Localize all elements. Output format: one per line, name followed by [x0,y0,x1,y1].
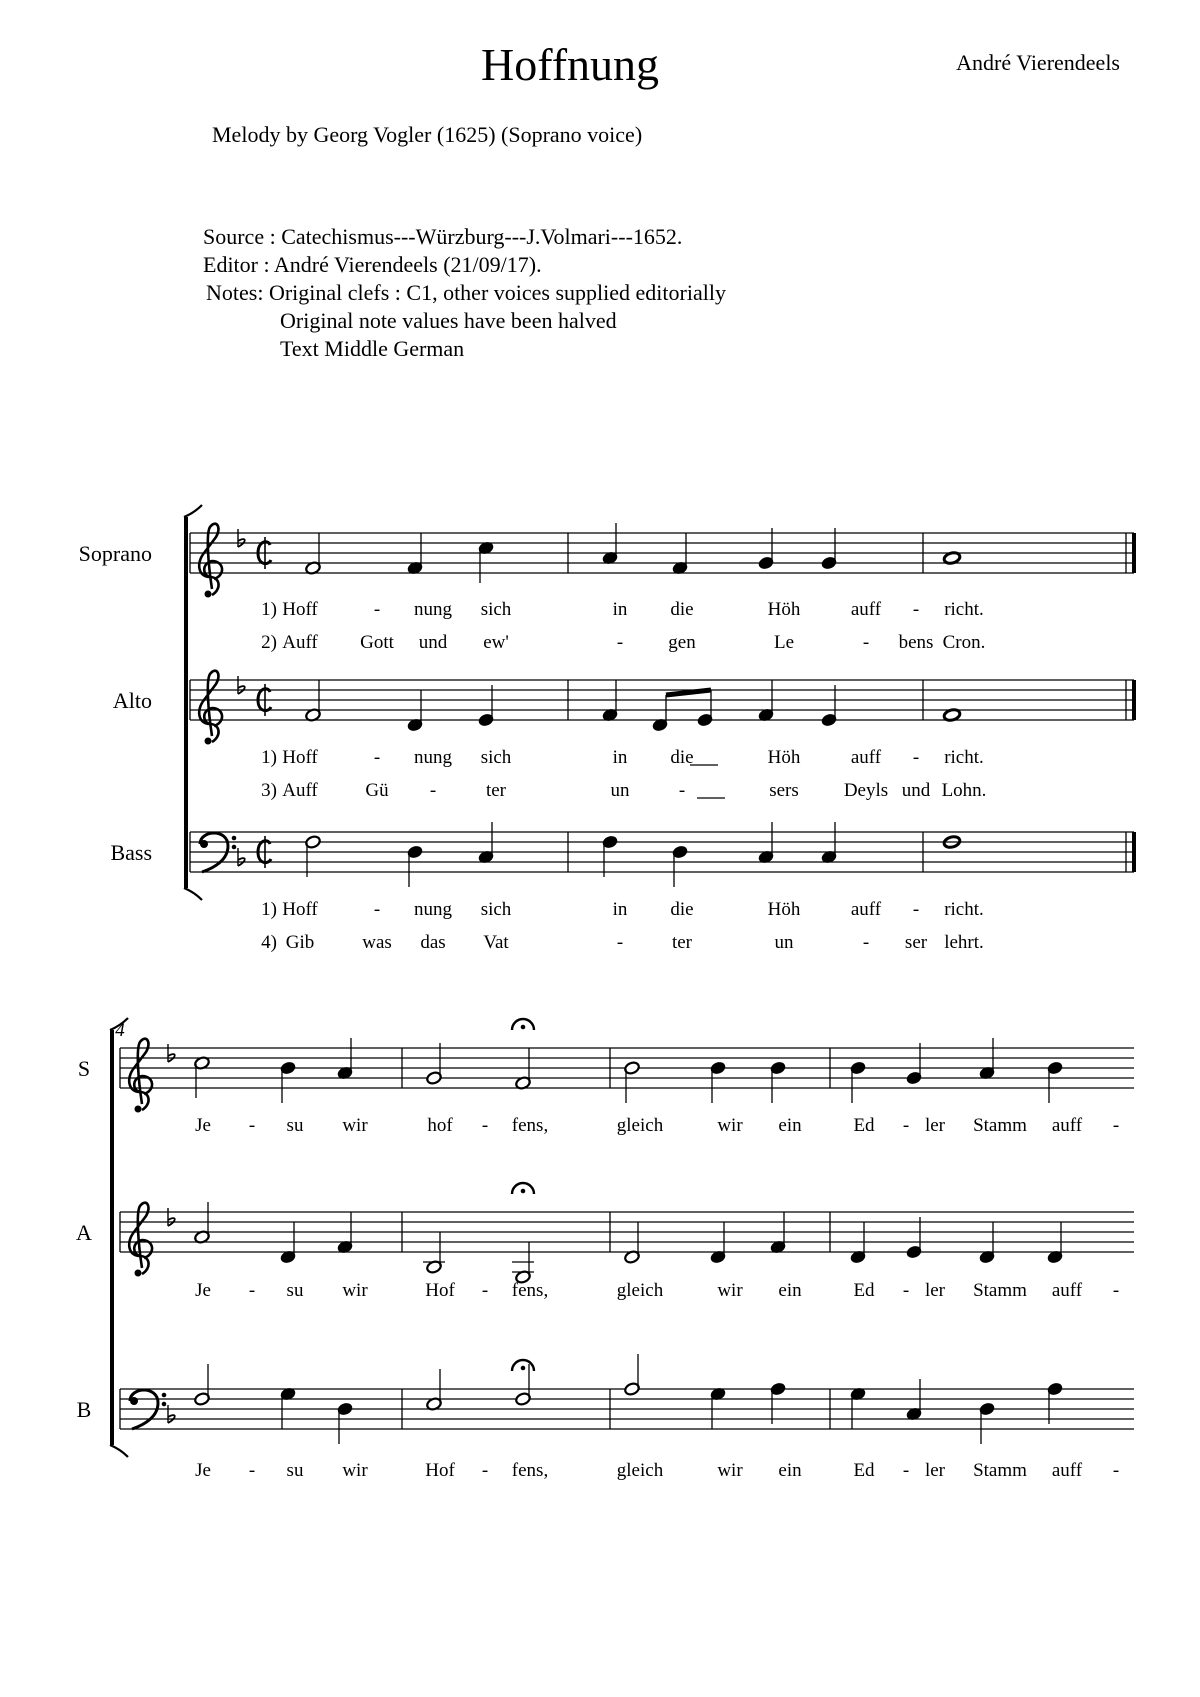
subtitle: Melody by Georg Vogler (1625) (Soprano voice) [212,122,643,147]
lyric-syllable: auff [1051,1460,1083,1481]
lyric-syllable: lehrt. [944,932,984,953]
lyric-syllable: ew' [483,632,509,653]
note [710,1222,727,1264]
lyric-hyphen: - [1112,1115,1120,1136]
lyric-syllable: fens, [511,1460,549,1481]
note [305,533,322,575]
composer: André Vierendeels [956,50,1120,75]
note [758,822,775,864]
notes-line-2: Original note values have been halved [280,308,617,333]
editor-line: Editor : André Vierendeels (21/09/17). [203,252,542,277]
lyric-hyphen: - [912,899,920,920]
note [979,1402,996,1444]
lyric-hyphen: - [912,747,920,768]
note [850,1061,867,1103]
note [337,1038,354,1080]
staff-name: A [76,1220,92,1245]
lyric-syllable: in [612,747,628,768]
lyric-syllable: was [362,932,392,953]
note [280,1061,297,1103]
lyric-hyphen: - [429,780,437,801]
note [979,1222,996,1264]
lyric-syllable: hof [427,1115,453,1136]
source-line: Source : Catechismus---Würzburg---J.Volmari---1652. [203,224,683,249]
note [426,1369,443,1411]
lyric-syllable: in [612,599,628,620]
lyric-syllable: und [418,632,448,653]
note [305,680,322,722]
lyric-syllable: ler [924,1280,946,1301]
treble-clef [129,1203,152,1277]
lyric-hyphen: - [373,747,381,768]
notes-line-3: Text Middle German [280,336,465,361]
lyric-syllable: Je [195,1280,211,1301]
note [426,1043,443,1085]
note [710,1387,727,1429]
note [602,835,619,877]
note [1047,1382,1064,1424]
lyric-syllable: auff [1051,1280,1083,1301]
note [602,523,619,565]
measure-number: 4 [115,1020,125,1041]
lyric-syllable: Ed [853,1115,875,1136]
lyric-syllable: Ed [853,1460,875,1481]
note [770,1382,787,1424]
lyric-syllable: gleich [616,1460,664,1481]
lyric-syllable: ser [904,932,928,953]
flat-sign [238,529,245,547]
note [426,1232,443,1274]
lyric-syllable: auff [850,747,882,768]
lyric-syllable: Hoff [282,899,318,920]
note [515,1242,532,1284]
note [758,680,775,722]
flat-sign [168,1405,175,1423]
verse-number: 1) [261,599,277,620]
lyric-syllable: in [612,899,628,920]
lyric-syllable: Stamm [973,1460,1027,1481]
note [407,690,424,732]
lyric-hyphen: - [481,1460,489,1481]
lyric-syllable: Vat [483,932,509,953]
lyric-hyphen: - [481,1280,489,1301]
flat-sign [168,1208,175,1226]
lyric-syllable: sich [480,599,512,620]
note [697,690,714,727]
lyric-syllable: wir [342,1460,368,1481]
lyric-hyphen: - [912,599,920,620]
lyric-syllable: ler [924,1460,946,1481]
note [770,1212,787,1254]
note [906,1043,923,1085]
lyric-syllable: richt. [944,747,984,768]
lyric-syllable: nung [414,599,452,620]
note [758,528,775,570]
lyric-syllable: ter [671,932,693,953]
treble-clef [129,1039,152,1113]
verse-number: 3) [261,780,277,801]
verse-number: 1) [261,899,277,920]
lyric-syllable: Deyls [843,780,889,801]
note [478,822,495,864]
staff-name: Alto [112,688,152,713]
fermata [512,1360,534,1371]
note [906,1379,923,1421]
note [710,1061,727,1103]
note [407,533,424,575]
treble-clef [199,524,222,598]
lyric-syllable: un [774,932,794,953]
note [478,685,495,727]
lyric-syllable: ter [485,780,507,801]
note [337,1212,354,1254]
lyric-syllable: Hof [425,1280,455,1301]
note [1047,1222,1064,1264]
lyric-syllable: su [286,1460,304,1481]
lyric-syllable: su [286,1280,304,1301]
note [821,528,838,570]
lyric-syllable: fens, [511,1115,549,1136]
lyric-syllable: Lohn. [941,780,987,801]
note [194,1056,211,1098]
note [979,1038,996,1080]
lyric-syllable: die [670,599,694,620]
lyric-syllable: Auff [282,632,318,653]
lyric-hyphen: - [862,932,870,953]
note [850,1387,867,1429]
lyric-syllable: auff [850,899,882,920]
lyric-syllable: Hoff [282,599,318,620]
lyric-syllable: Stamm [973,1280,1027,1301]
lyric-hyphen: - [373,599,381,620]
lyric-syllable: Le [773,632,795,653]
lyric-syllable: die [670,747,694,768]
lyric-syllable: Höh [767,599,801,620]
note [624,1061,641,1103]
lyric-syllable: ler [924,1115,946,1136]
lyric-hyphen: - [902,1115,910,1136]
note [515,1048,532,1090]
lyric-syllable: sers [769,780,799,801]
staff-name: S [77,1056,91,1081]
verse-number: 2) [261,632,277,653]
fermata [512,1183,534,1194]
note [194,1202,211,1244]
lyric-syllable: Stamm [973,1115,1027,1136]
lyric-syllable: auff [850,599,882,620]
bracket-hook [184,505,202,517]
lyric-syllable: wir [717,1280,743,1301]
lyric-hyphen: - [373,899,381,920]
staff-name: Soprano [78,541,152,566]
lyric-syllable: ein [778,1280,802,1301]
note [624,1222,641,1264]
lyric-syllable: wir [342,1280,368,1301]
lyric-syllable: Höh [767,747,801,768]
lyric-syllable: bens [898,632,934,653]
note [770,1061,787,1103]
lyric-syllable: das [420,932,446,953]
note [337,1402,354,1444]
lyric-syllable: nung [414,899,452,920]
treble-clef [199,671,222,745]
lyric-syllable: ein [778,1115,802,1136]
lyric-syllable: sich [480,899,512,920]
note [850,1222,867,1264]
lyric-syllable: fens, [511,1280,549,1301]
flat-sign [238,848,245,866]
note [672,845,689,887]
lyric-syllable: Gib [285,932,315,953]
note [194,1364,211,1406]
verse-number: 4) [261,932,277,953]
lyric-syllable: gleich [616,1115,664,1136]
notes-line: Notes: Original clefs : C1, other voices supplied editorially [206,280,726,305]
lyric-syllable: richt. [944,899,984,920]
lyric-syllable: nung [414,747,452,768]
note [280,1222,297,1264]
note [280,1387,297,1429]
lyric-hyphen: - [862,632,870,653]
note [515,1364,532,1406]
lyric-hyphen: - [616,932,624,953]
note [407,845,424,887]
lyric-syllable: wir [717,1115,743,1136]
note [906,1217,923,1259]
lyric-syllable: wir [342,1115,368,1136]
lyric-hyphen: - [902,1280,910,1301]
lyric-hyphen: - [1112,1460,1120,1481]
page-title: Hoffnung [480,39,660,90]
lyric-syllable: die [670,899,694,920]
lyric-syllable: Hoff [282,747,318,768]
lyric-syllable: Je [195,1460,211,1481]
note [305,835,322,877]
lyric-syllable: Gott [360,632,394,653]
note [672,533,689,575]
note [602,680,619,722]
lyric-syllable: wir [717,1460,743,1481]
lyric-syllable: sich [480,747,512,768]
bracket-hook [184,888,202,900]
lyric-hyphen: - [481,1115,489,1136]
lyric-hyphen: - [248,1115,256,1136]
lyric-syllable: Ed [853,1280,875,1301]
lyric-syllable: und [901,780,931,801]
staff-name: Bass [110,840,152,865]
lyric-hyphen: - [902,1460,910,1481]
lyric-hyphen: - [248,1460,256,1481]
note [478,541,495,583]
note [821,822,838,864]
staff-name: B [76,1397,92,1422]
lyric-hyphen: - [1112,1280,1120,1301]
note [624,1354,641,1396]
lyric-syllable: Höh [767,899,801,920]
lyric-syllable: Gü [365,780,389,801]
lyric-syllable: Hof [425,1460,455,1481]
lyric-syllable: Je [195,1115,211,1136]
lyric-syllable: Auff [282,780,318,801]
lyric-syllable: ein [778,1460,802,1481]
lyric-syllable: su [286,1115,304,1136]
lyric-hyphen: - [678,780,686,801]
lyric-syllable: auff [1051,1115,1083,1136]
lyric-syllable: richt. [944,599,984,620]
lyric-hyphen: - [616,632,624,653]
flat-sign [238,676,245,694]
lyric-syllable: gleich [616,1280,664,1301]
lyric-syllable: gen [668,632,696,653]
flat-sign [168,1044,175,1062]
note [1047,1061,1064,1103]
verse-number: 1) [261,747,277,768]
fermata [512,1019,534,1030]
lyric-syllable: un [610,780,630,801]
beam [666,690,711,695]
bracket-hook [110,1445,128,1457]
lyric-syllable: Cron. [942,632,986,653]
note [821,685,838,727]
lyric-hyphen: - [248,1280,256,1301]
